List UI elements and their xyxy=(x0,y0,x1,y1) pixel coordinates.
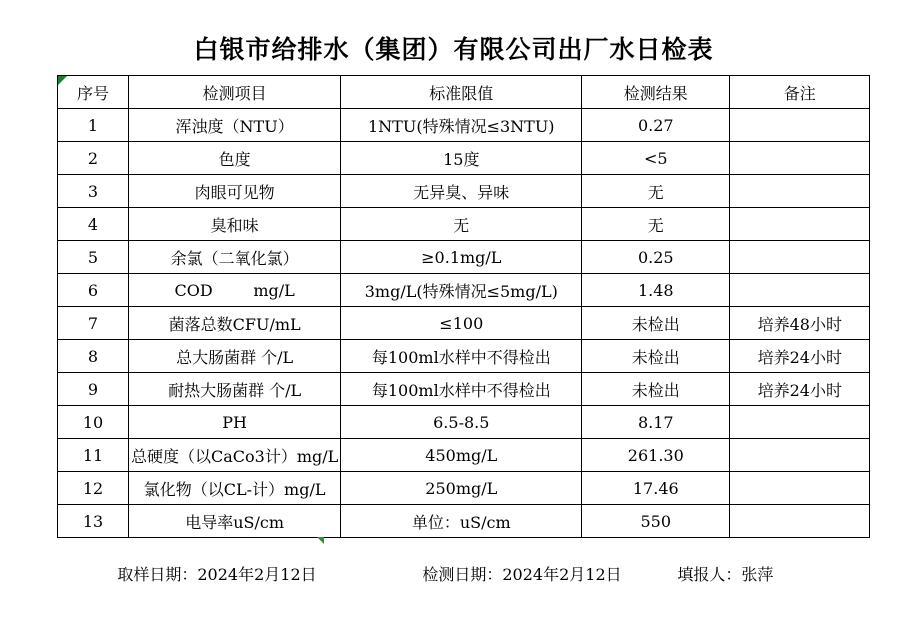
table-cell: 3 xyxy=(58,175,129,208)
table-cell: 550 xyxy=(582,505,730,538)
table-cell: 余氯（二氧化氯） xyxy=(129,241,341,274)
table-cell: 6.5-8.5 xyxy=(341,406,582,439)
table-cell: 4 xyxy=(58,208,129,241)
table-cell: ≥0.1mg/L xyxy=(341,241,582,274)
table-cell: 单位：uS/cm xyxy=(341,505,582,538)
table-cell xyxy=(730,472,870,505)
table-cell: 11 xyxy=(58,439,129,472)
table-cell: 8 xyxy=(58,340,129,373)
table-cell xyxy=(730,406,870,439)
table-cell: 总硬度（以CaCo3计）mg/L xyxy=(129,439,341,472)
table-cell: 9 xyxy=(58,373,129,406)
sampling-date xyxy=(97,543,317,604)
table-cell: 无 xyxy=(341,208,582,241)
table-row xyxy=(58,109,870,142)
table-cell: 无异臭、异味 xyxy=(341,175,582,208)
table-cell: COD mg/L xyxy=(129,274,341,307)
reporter xyxy=(657,543,773,604)
table-cell: 未检出 xyxy=(582,373,730,406)
sampling-date-label: 取样日期： xyxy=(117,565,198,584)
table-cell: 6 xyxy=(58,274,129,307)
table-cell: 培养24小时 xyxy=(730,373,870,406)
table-cell xyxy=(730,142,870,175)
page-title: 白银市给排水（集团）有限公司出厂水日检表 xyxy=(193,35,714,64)
table-cell: 色度 xyxy=(129,142,341,175)
table-cell: 250mg/L xyxy=(341,472,582,505)
table-row xyxy=(58,406,870,439)
table-row xyxy=(58,505,870,538)
table-cell: 无 xyxy=(582,208,730,241)
table-cell: 3mg/L(特殊情况≤5mg/L) xyxy=(341,274,582,307)
table-cell: ≤100 xyxy=(341,307,582,340)
table-cell: 0.25 xyxy=(582,241,730,274)
table-cell: 未检出 xyxy=(582,307,730,340)
test-date-value: 2024年2月12日 xyxy=(502,565,622,584)
column-header: 标准限值 xyxy=(341,76,582,109)
table-cell: 电导率uS/cm xyxy=(129,505,341,538)
table-cell: 肉眼可见物 xyxy=(129,175,341,208)
table-row xyxy=(58,307,870,340)
reporter-label: 填报人： xyxy=(677,565,742,584)
inspection-table xyxy=(57,75,870,538)
table-cell xyxy=(730,439,870,472)
table-cell: 261.30 xyxy=(582,439,730,472)
table-cell: 2 xyxy=(58,142,129,175)
column-header: 序号 xyxy=(58,76,129,109)
table-cell: 8.17 xyxy=(582,406,730,439)
table-cell: 总大肠菌群 个/L xyxy=(129,340,341,373)
table-cell: 氯化物（以CL-计）mg/L xyxy=(129,472,341,505)
table-cell: 15度 xyxy=(341,142,582,175)
table-cell: 菌落总数CFU/mL xyxy=(129,307,341,340)
table-cell: 无 xyxy=(582,175,730,208)
table-cell: 臭和味 xyxy=(129,208,341,241)
table-header-row xyxy=(58,76,870,109)
test-date-label: 检测日期： xyxy=(422,565,503,584)
table-cell: 1 xyxy=(58,109,129,142)
table-cell: 7 xyxy=(58,307,129,340)
table-row xyxy=(58,241,870,274)
column-header: 检测项目 xyxy=(129,76,341,109)
table-cell: 每100ml水样中不得检出 xyxy=(341,340,582,373)
table-cell: 12 xyxy=(58,472,129,505)
table-cell xyxy=(730,274,870,307)
table-row xyxy=(58,175,870,208)
reporter-value: 张萍 xyxy=(741,565,774,584)
column-header: 备注 xyxy=(730,76,870,109)
table-cell: 1NTU(特殊情况≤3NTU) xyxy=(341,109,582,142)
table-row xyxy=(58,373,870,406)
table-cell xyxy=(730,175,870,208)
column-header: 检测结果 xyxy=(582,76,730,109)
table-cell: 13 xyxy=(58,505,129,538)
table-cell xyxy=(730,109,870,142)
table-cell: 未检出 xyxy=(582,340,730,373)
table-row xyxy=(58,472,870,505)
table-row xyxy=(58,274,870,307)
table-cell xyxy=(730,241,870,274)
table-cell: 每100ml水样中不得检出 xyxy=(341,373,582,406)
green-triangle-marker-icon xyxy=(317,537,324,544)
sampling-date-value: 2024年2月12日 xyxy=(197,565,317,584)
table-cell: 17.46 xyxy=(582,472,730,505)
table-cell: 1.48 xyxy=(582,274,730,307)
table-cell: 10 xyxy=(58,406,129,439)
test-date xyxy=(402,543,622,604)
table-row xyxy=(58,208,870,241)
table-cell: 0.27 xyxy=(582,109,730,142)
table-cell: 培养24小时 xyxy=(730,340,870,373)
table-cell: 培养48小时 xyxy=(730,307,870,340)
table-cell: 5 xyxy=(58,241,129,274)
table-row xyxy=(58,439,870,472)
table-cell: 耐热大肠菌群 个/L xyxy=(129,373,341,406)
table-cell xyxy=(730,208,870,241)
table-row xyxy=(58,340,870,373)
table-cell: <5 xyxy=(582,142,730,175)
table-cell: 450mg/L xyxy=(341,439,582,472)
table-row xyxy=(58,142,870,175)
table-cell: 浑浊度（NTU） xyxy=(129,109,341,142)
table-cell: PH xyxy=(129,406,341,439)
table-cell xyxy=(730,505,870,538)
